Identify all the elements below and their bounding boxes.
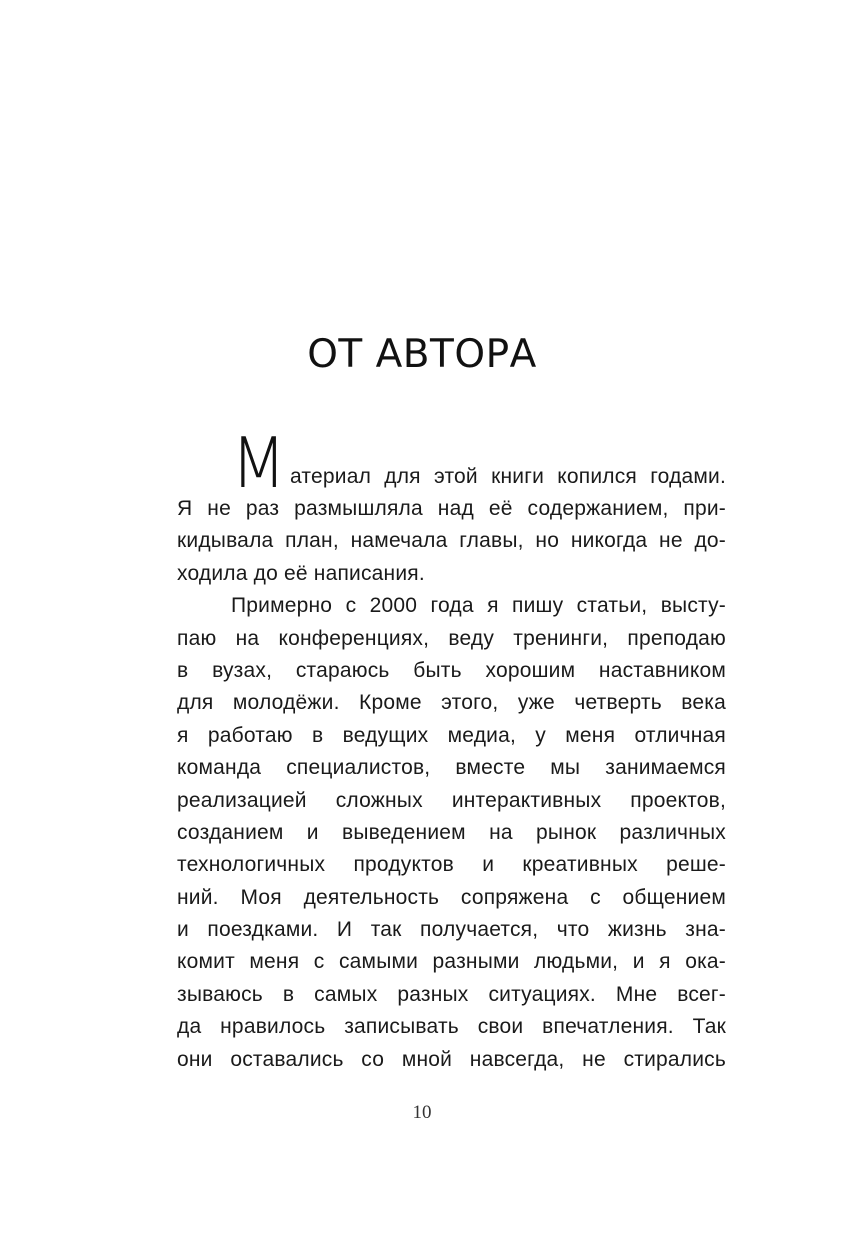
paragraph-2-line: в вузах, стараюсь быть хорошим наставником [177, 658, 726, 682]
paragraph-2-line: и поездками. И так получается, что жизнь зна- [177, 918, 726, 942]
paragraph-2-line: команда специалистов, вместе мы занимаемся [177, 756, 726, 780]
paragraph-2-line: зываюсь в самых разных ситуациях. Мне всег- [177, 982, 726, 1006]
paragraph-2-line: ний. Моя деятельность сопряжена с общением [177, 885, 726, 909]
paragraph-2-line: для молодёжи. Кроме этого, уже четверть века [177, 691, 726, 715]
paragraph-2-line: они оставались со мной навсегда, не стирались [177, 1047, 726, 1071]
paragraph-2-line: паю на конференциях, веду тренинги, преподаю [177, 626, 726, 650]
paragraph-2-line: я работаю в ведущих медиа, у меня отличная [177, 723, 726, 747]
paragraph-1-line: Я не раз размышляла над её содержанием, при- [177, 497, 726, 520]
paragraph-2-line: комит меня с самыми разными людьми, и я ока- [177, 950, 726, 974]
paragraph-1-first-line-text: атериал для этой книги копился годами. [290, 464, 726, 488]
paragraph-1-first-line [177, 424, 726, 505]
chapter-title: ОТ АВТОРА [307, 332, 537, 377]
paragraph-1-line: ходила до её написания. [177, 561, 425, 585]
paragraph-2-line: да нравилось записывать свои впечатления. Так [177, 1015, 726, 1039]
paragraph-1-line: кидывала план, намечала главы, но никогда не до- [177, 529, 726, 553]
page-number: 10 [412, 1102, 432, 1123]
body-text [177, 424, 726, 1076]
paragraph-2-line: Примерно с 2000 года я пишу статьи, высту- [231, 594, 726, 618]
drop-cap: М [231, 424, 287, 505]
paragraph-2-line: технологичных продуктов и креативных реше- [177, 853, 726, 877]
paragraph-2-line: реализацией сложных интерактивных проектов, [177, 788, 726, 812]
paragraph-2-line: созданием и выведением на рынок различных [177, 820, 726, 844]
